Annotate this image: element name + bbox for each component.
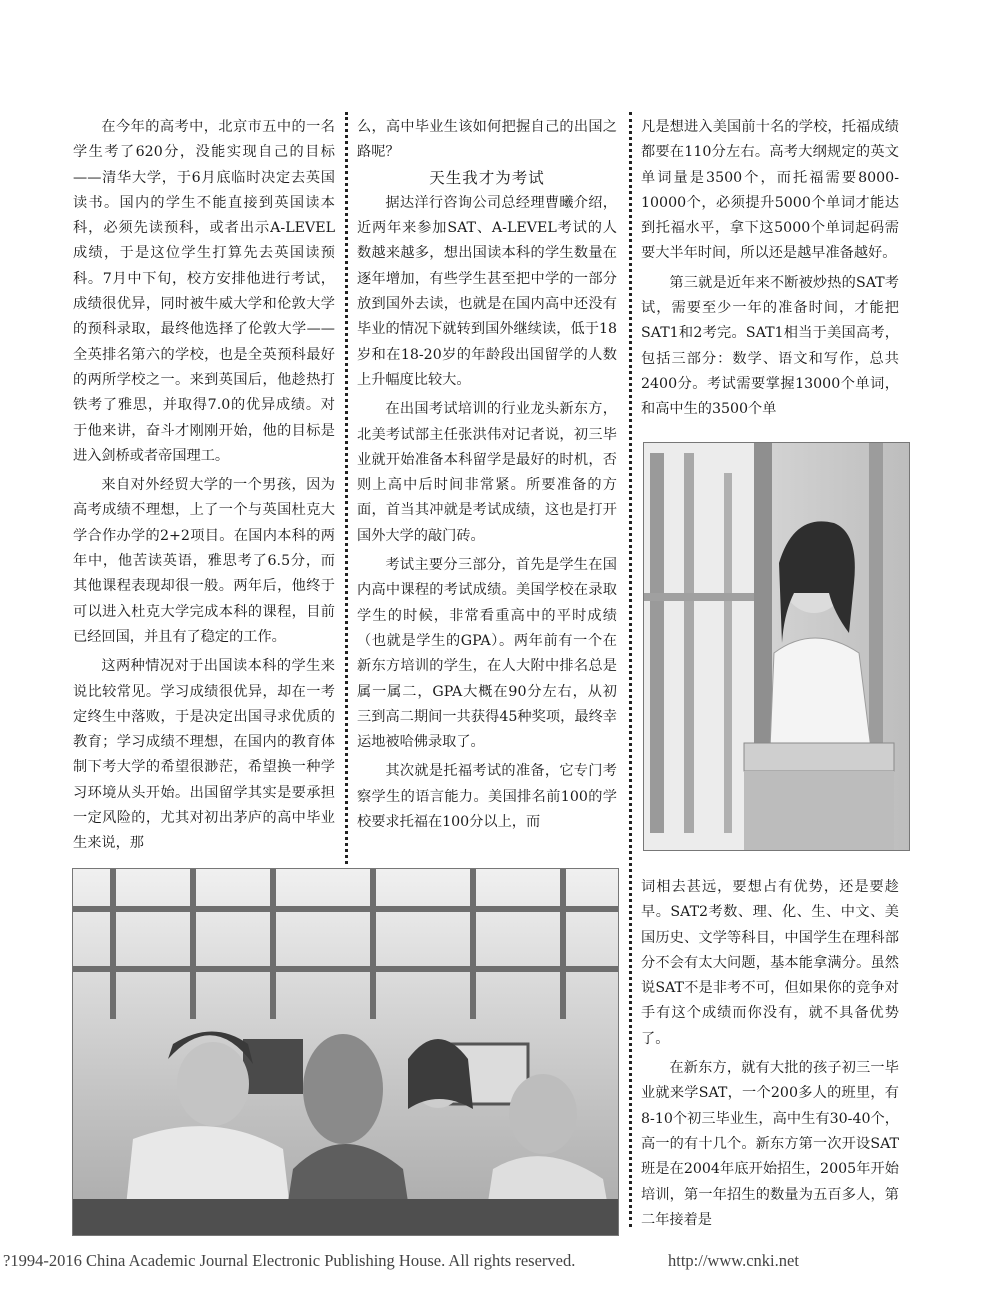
paragraph: 在今年的高考中，北京市五中的一名学生考了620分，没能实现自己的目标——清华大学，于6月底临时决定去英国读书。国内的学生不能直接到英国读本科，必须先读预科，或者出示A-LEVEL成绩，于是这位学生打算先去英国读预科。7月中下旬，校方安排他进行考试，成绩很优异，同时被牛威大学和伦敦大学的预科录取，最终他选择了伦敦大学——全英排名第六的学校，也是全英预科最好的两所学校之一。来到英国后，他趁热打铁考了雅思，并取得7.0的优异成绩。对于他来讲，奋斗才刚刚开始，他的目标是进入剑桥或者帝国理工。 (73, 119, 335, 464)
photo-students-classroom (72, 868, 619, 1236)
copyright-notice: ?1994-2016 China Academic Journal Electronic Publishing House. All rights reserved. (3, 1251, 576, 1270)
article-column-2 (357, 115, 617, 835)
paragraph: 来自对外经贸大学的一个男孩，因为高考成绩不理想，上了一个与英国杜克大学合作办学的2+2项目。在国内本科的两年中，他苦读英语，雅思考了6.5分，而其他课程表现却很一般。两年后，他终于可以进入杜克大学完成本科的课程，目前已经回国，并且有了稳定的工作。 (73, 477, 335, 645)
photo-girl-at-window (643, 442, 910, 851)
paragraph: 这两种情况对于出国读本科的学生来说比较常见。学习成绩很优异，却在一考定终生中落败，于是决定出国寻求优质的教育；学习成绩不理想，在国内的教育体制下考大学的希望很渺茫，希望换一种学习环境从头开始。出国留学其实是要承担一定风险的，尤其对初出茅庐的高中毕业生来说，那 (73, 658, 335, 852)
paragraph-continuation: 么，高中毕业生该如何把握自己的出国之路呢？ (357, 119, 617, 161)
article-column-3-bottom (641, 875, 899, 1233)
paragraph-continuation: 词相去甚远，要想占有优势，还是要趁早。SAT2考数、理、化、生、中文、美国历史、文学等科目，中国学生在理科部分不会有太大问题，基本能拿满分。虽然说SAT不是非考不可，但如果你的竞争对手有这个成绩而你没有，就不具备优势了。 (641, 879, 899, 1047)
paragraph: 考试主要分三部分，首先是学生在国内高中课程的考试成绩。美国学校在录取学生的时候，非常看重高中的平时成绩（也就是学生的GPA）。两年前有一个在新东方培训的学生，在人大附中排名总是属一属二，GPA大概在90分左右，从初三到高二期间一共获得45种奖项，最终幸运地被哈佛录取了。 (357, 557, 617, 751)
photo-classroom-illustration (73, 869, 618, 1235)
column-separator-1 (345, 112, 348, 864)
paragraph: 第三就是近年来不断被炒热的SAT考试，需要至少一年的准备时间，才能把SAT1和2考完。SAT1相当于美国高考，包括三部分：数学、语文和写作，总共2400分。考试需要掌握13000个单词，和高中生的3500个单 (641, 274, 899, 418)
paragraph-continuation: 凡是想进入美国前十名的学校，托福成绩都要在110分左右。高考大纲规定的英文单词量是3500个，而托福需要8000-10000个，必须提升5000个单词才能达到托福水平，拿下这5000个单词起码需要大半年时间，所以还是越早准备越好。 (641, 119, 899, 262)
paragraph: 在新东方，就有大批的孩子初三一毕业就来学SAT，一个200多人的班里，有8-10个初三毕业生，高中生有30-40个，高一的有十几个。新东方第一次开设SAT班是在2004年底开始招生，2005年开始培训，第一年招生的数量为五百多人，第二年接着是 (641, 1060, 899, 1228)
footer-link[interactable]: http://www.cnki.net (668, 1251, 799, 1270)
paragraph: 在出国考试培训的行业龙头新东方，北美考试部主任张洪伟对记者说，初三毕业就开始准备本科留学是最好的时机，否则上高中后时间非常紧。所要准备的方面，首当其冲就是考试成绩，这也是打开国外大学的敲门砖。 (357, 401, 617, 544)
paragraph: 其次就是托福考试的准备，它专门考察学生的语言能力。美国排名前100的学校要求托福在100分以上，而 (357, 763, 617, 831)
article-column-3-top (641, 115, 899, 423)
section-heading: 天生我才为考试 (429, 168, 545, 187)
column-separator-2 (629, 112, 632, 1227)
article-column-1 (73, 115, 335, 857)
paragraph: 据达洋行咨询公司总经理曹曦介绍，近两年来参加SAT、A-LEVEL考试的人数越来越多，想出国读本科的学生数量在逐年增加，有些学生甚至把中学的一部分放到国外去读，也就是在国内高中还没有毕业的情况下就转到国外继续读，低于18岁和在18-20岁的年龄段出国留学的人数上升幅度比较大。 (357, 194, 617, 388)
photo-girl-illustration (644, 443, 909, 850)
